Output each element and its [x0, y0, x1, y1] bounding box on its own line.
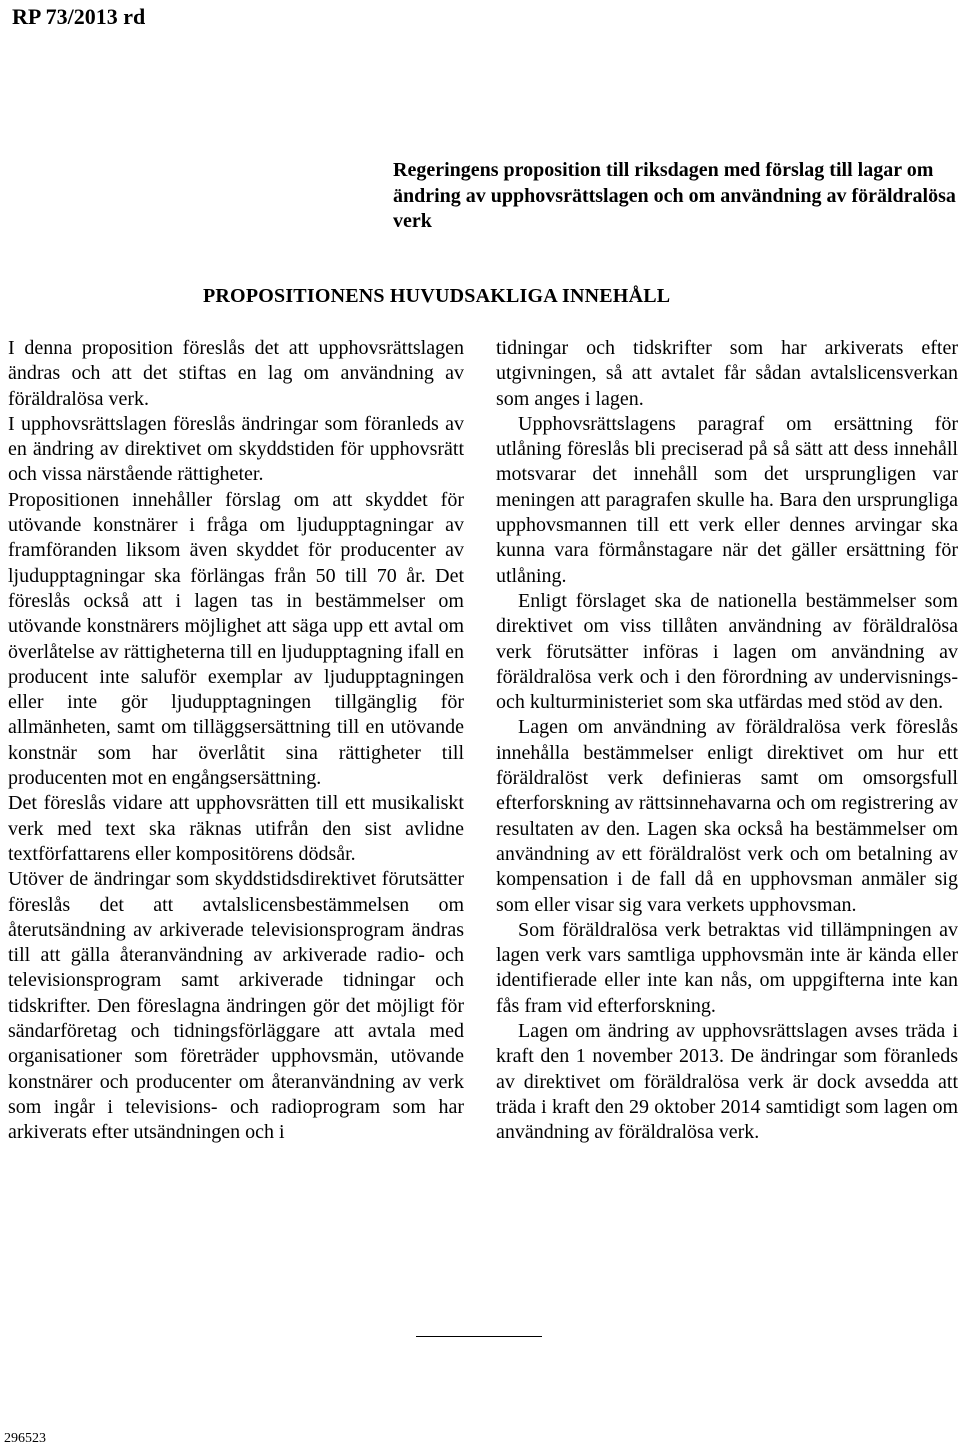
paragraph: I denna proposition föreslås det att upphovsrättslagen ändras och att det stiftas en lag om användning av föräldralösa verk.	[8, 337, 464, 410]
paragraph: tidningar och tidskrifter som har arkiverats efter utgivningen, så att avtalet får sådan avtalslicensverkan som anges i lagen.	[496, 337, 958, 410]
paragraph: Utöver de ändringar som skyddstidsdirektivet förutsätter föreslås det att avtalslicensbestämmelsen om återutsändning av arkiverade televisionsprogram ändras till att gälla återanvändning av arkiverade radio- och televisionsprogram samt arkiverade tidningar och tidskrifter. Den föreslagna ändringen gör det möjligt för sändarföretag och tidningsförläggare att avtala med organisationer som företräder upphovsmän, utövande konstnärer och producenter om återanvändning av verk som ingår i televisions- och radioprogram som har arkiverats efter utsändningen och i	[8, 868, 464, 1144]
paragraph: Som föräldralösa verk betraktas vid tillämpningen av lagen verk vars samtliga upphovsmän inte är kända eller identifierade eller inte kan nås, om uppgifterna inte kan fås fram vid efterforskning.	[496, 918, 958, 1017]
paragraph: I upphovsrättslagen föreslås ändringar som föranleds av en ändring av direktivet om skyddstiden för upphovsrätt och vissa närstående rättigheter.	[8, 412, 464, 486]
paragraph: Det föreslås vidare att upphovsrätten till ett musikaliskt verk med text ska räknas utifrån den sist avlidne textförfattarens eller kompositörens dödsår.	[8, 792, 464, 865]
end-rule	[416, 1336, 542, 1337]
paragraph: Lagen om användning av föräldralösa verk föreslås innehålla bestämmelser enligt direktivet om hur ett föräldralöst verk definieras samt om omsorgsfull efterforskning av rättsinnehavarna och om registrering av resultaten av den. Lagen ska också ha bestämmelser om användning av ett föräldralöst verk och om betalning av kompensation i de fall då en upphovsman anmäler sig som eller visar sig vara verkets upphovsman.	[496, 716, 958, 916]
paragraph: Upphovsrättslagens paragraf om ersättning för utlåning föreslås bli preciserad på så sätt att dess innehåll motsvarar det innehåll som det ursprungligen var meningen att paragrafen skulle ha. Bara den ursprungliga upphovsmannen till ett verk eller dennes arvingar ska kunna vara förmånstagare när det gäller ersättning för utlåning.	[496, 412, 958, 587]
paragraph: Lagen om ändring av upphovsrättslagen avses träda i kraft den 1 november 2013. De ändringar som föranleds av direktivet om föräldralösa verk är dock avsedda att träda i kraft den 29 oktober 2014 samtidigt som lagen om användning av föräldralösa verk.	[496, 1020, 958, 1144]
proposition-title: Regeringens proposition till riksdagen med förslag till lagar om ändring av upphovsrättslagen och om användning av föräldralösa verk	[393, 159, 956, 232]
right-column	[496, 336, 958, 1146]
page-code: 296523	[4, 1431, 46, 1446]
section-heading: PROPOSITIONENS HUVUDSAKLIGA INNEHÅLL	[203, 285, 671, 307]
paragraph: Propositionen innehåller förslag om att skyddet för utövande konstnärer i fråga om ljudupptagningar av framföranden liksom även skyddet för producenter av ljudupptagningar ska förlängas från 50 till 70 år. Det föreslås också att i lagen tas in bestämmelser om utövande konstnärers möjlighet att säga upp ett avtal om överlåtelse av rättigheterna till en ljudupptagning ifall en producent inte saluför exemplar av ljudupptagningen eller inte gör ljudupptagningen tillgänglig för allmänheten, samt om tilläggsersättning till en utövande konstnär som har överlåtit sina rättigheter till producenten mot en engångsersättning.	[8, 488, 464, 790]
document-id: RP 73/2013 rd	[12, 4, 146, 29]
paragraph: Enligt förslaget ska de nationella bestämmelser som direktivet om viss tillåten användning av föräldralösa verk förutsätter införas i lagen om användning av föräldralösa verk och i den förordning av undervisnings- och kulturministeriet som ska utfärdas med stöd av den.	[496, 589, 958, 714]
left-column	[8, 336, 464, 1146]
